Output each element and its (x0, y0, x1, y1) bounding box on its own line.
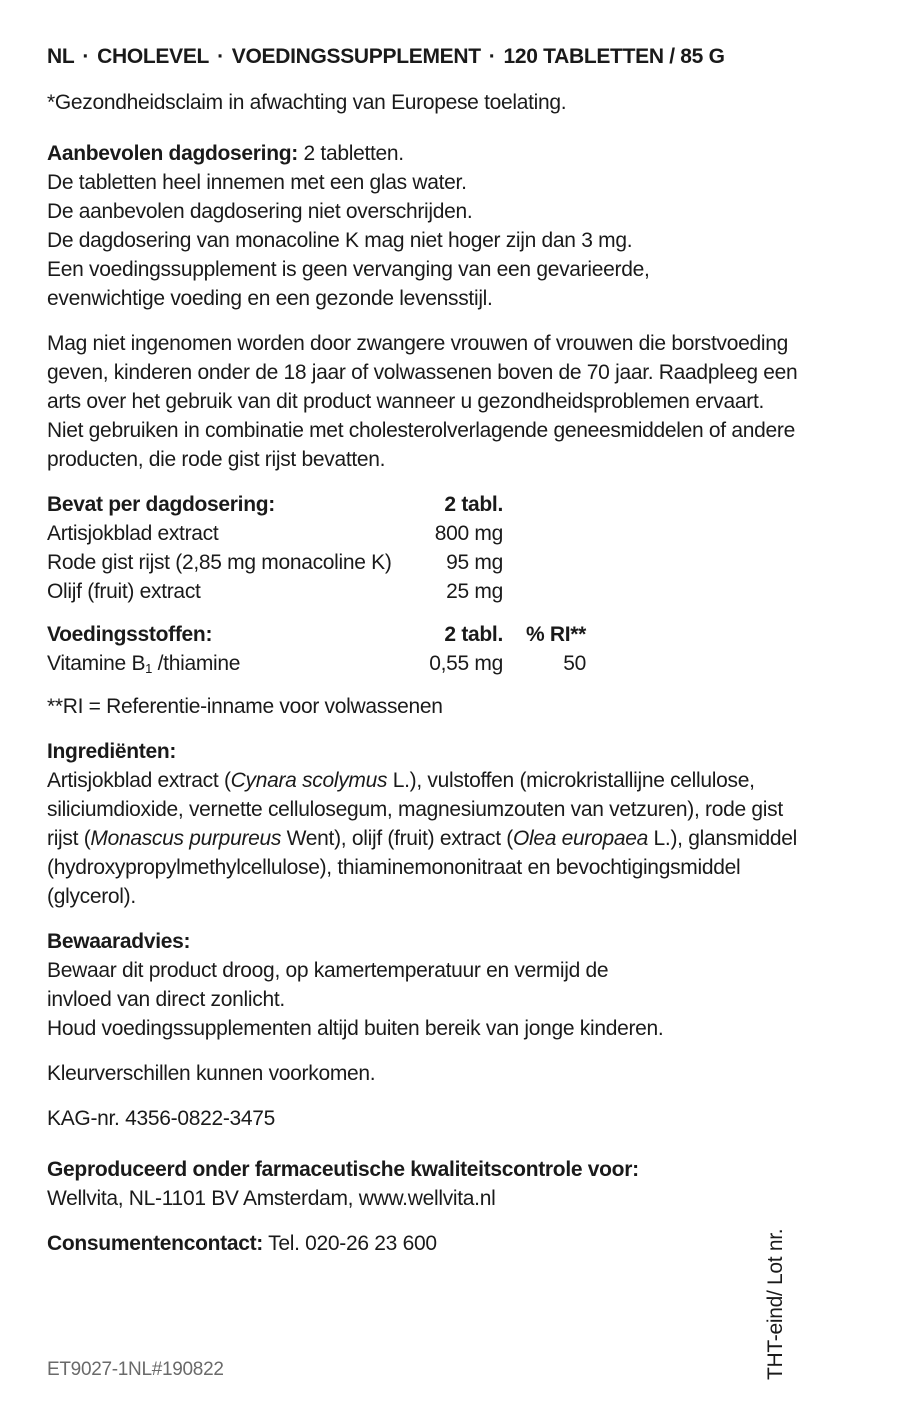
table-header-row (47, 490, 503, 519)
warning-line: arts over het gebruik van dit product wanneer u gezondheidsproblemen ervaart. (47, 390, 765, 413)
label-code: ET9027-1NL#190822 (47, 1359, 224, 1380)
ri-note: **RI = Referentie-inname voor volwassenen (47, 695, 443, 718)
header-product-name: CHOLEVEL (97, 45, 210, 68)
health-claim-note: *Gezondheidsclaim in afwachting van Europese toelating. (47, 91, 567, 114)
dosage-line: evenwichtige voeding en een gezonde levensstijl. (47, 287, 493, 310)
table-header-row (47, 620, 586, 649)
ingredients-line: rijst (Monascus purpureus Went), olijf (fruit) extract (Olea europaea L.), glansmiddel (47, 827, 797, 850)
ingredients-line: Artisjokblad extract (Cynara scolymus L.), vulstoffen (microkristallijne cellulose, (47, 769, 755, 792)
label-header (47, 40, 807, 74)
contents-table (47, 490, 503, 606)
ingredients-section (47, 737, 807, 911)
warning-line: Mag niet ingenomen worden door zwangere vrouwen of vrouwen die borstvoeding (47, 332, 788, 355)
ingredients-line: (hydroxypropylmethylcellulose), thiaminemononitraat en bevochtigingsmiddel (47, 856, 741, 879)
ingredient-amount: 95 mg (446, 551, 503, 574)
table-row (47, 577, 503, 606)
storage-section (47, 927, 807, 1043)
dosage-line: De tabletten heel innemen met een glas water. (47, 171, 467, 194)
header-separator: · (488, 45, 496, 68)
producer-heading: Geproduceerd onder farmaceutische kwaliteitscontrole voor: (47, 1158, 639, 1181)
lot-number-label: THT-eind/ Lot nr. (764, 1228, 787, 1380)
header-quantity: 120 TABLETTEN / 85 G (503, 45, 725, 68)
nutrient-name: Vitamine $B_1$ /thiamine (47, 652, 241, 676)
dosage-value: 2 tabletten. (297, 142, 404, 165)
ingredient-name: Olijf (fruit) extract (47, 580, 201, 603)
table-row (47, 519, 503, 548)
warning-line: producten, die rode gist rijst bevatten. (47, 448, 386, 471)
ingredient-amount: 800 mg (434, 522, 503, 545)
dosage-line: De aanbevolen dagdosering niet overschrijden. (47, 200, 473, 223)
nutrient-ri: 50 (563, 652, 586, 675)
producer-address: Wellvita, NL-1101 BV Amsterdam, www.wellvita.nl (47, 1187, 496, 1210)
color-note: Kleurverschillen kunnen voorkomen. (47, 1062, 376, 1085)
dosage-line: De dagdosering van monacoline K mag niet hoger zijn dan 3 mg. (47, 229, 633, 252)
warning-section (47, 329, 807, 474)
consumer-contact-heading: Consumentencontact: (47, 1232, 263, 1255)
ingredient-name: Artisjokblad extract (47, 522, 219, 545)
storage-line: invloed van direct zonlicht. (47, 988, 285, 1011)
dosage-heading: Aanbevolen dagdosering: (47, 142, 298, 165)
kag-number: KAG-nr. 4356-0822-3475 (47, 1107, 276, 1130)
table-header-cell: Bevat per dagdosering: (47, 493, 275, 516)
dosage-line: Een voedingssupplement is geen vervanging van een gevarieerde, (47, 258, 650, 281)
header-language: NL (47, 45, 75, 68)
dosage-section (47, 139, 807, 313)
product-label (47, 40, 807, 1258)
table-row (47, 649, 586, 678)
ingredients-heading: Ingrediënten: (47, 740, 177, 763)
table-header-cell: Voedingsstoffen: (47, 623, 213, 646)
producer-section (47, 1155, 807, 1213)
ingredients-line: (glycerol). (47, 885, 136, 908)
consumer-contact-phone: Tel. 020-26 23 600 (262, 1232, 437, 1255)
header-product-type: VOEDINGSSUPPLEMENT (231, 45, 481, 68)
nutrient-amount: 0,55 mg (429, 652, 503, 675)
warning-line: geven, kinderen onder de 18 jaar of volwassenen boven de 70 jaar. Raadpleeg een (47, 361, 798, 384)
table-header-cell: 2 tabl. (444, 493, 503, 516)
table-header-cell: 2 tabl. (444, 623, 503, 646)
nutrients-table (47, 620, 586, 678)
header-separator: · (82, 45, 90, 68)
consumer-contact (47, 1229, 807, 1258)
table-header-cell: % RI** (525, 623, 586, 646)
table-row (47, 548, 503, 577)
ingredients-line: siliciumdioxide, vernette cellulosegum, magnesiumzouten van vetzuren), rode gist (47, 798, 783, 821)
storage-line: Bewaar dit product droog, op kamertemperatuur en vermijd de (47, 959, 609, 982)
storage-heading: Bewaaradvies: (47, 930, 191, 953)
header-separator: · (217, 45, 224, 68)
storage-line: Houd voedingssupplementen altijd buiten bereik van jonge kinderen. (47, 1017, 664, 1040)
warning-line: Niet gebruiken in combinatie met cholesterolverlagende geneesmiddelen of andere (47, 419, 795, 442)
ingredient-amount: 25 mg (446, 580, 503, 603)
ingredient-name: Rode gist rijst (2,85 mg monacoline K) (47, 551, 392, 574)
